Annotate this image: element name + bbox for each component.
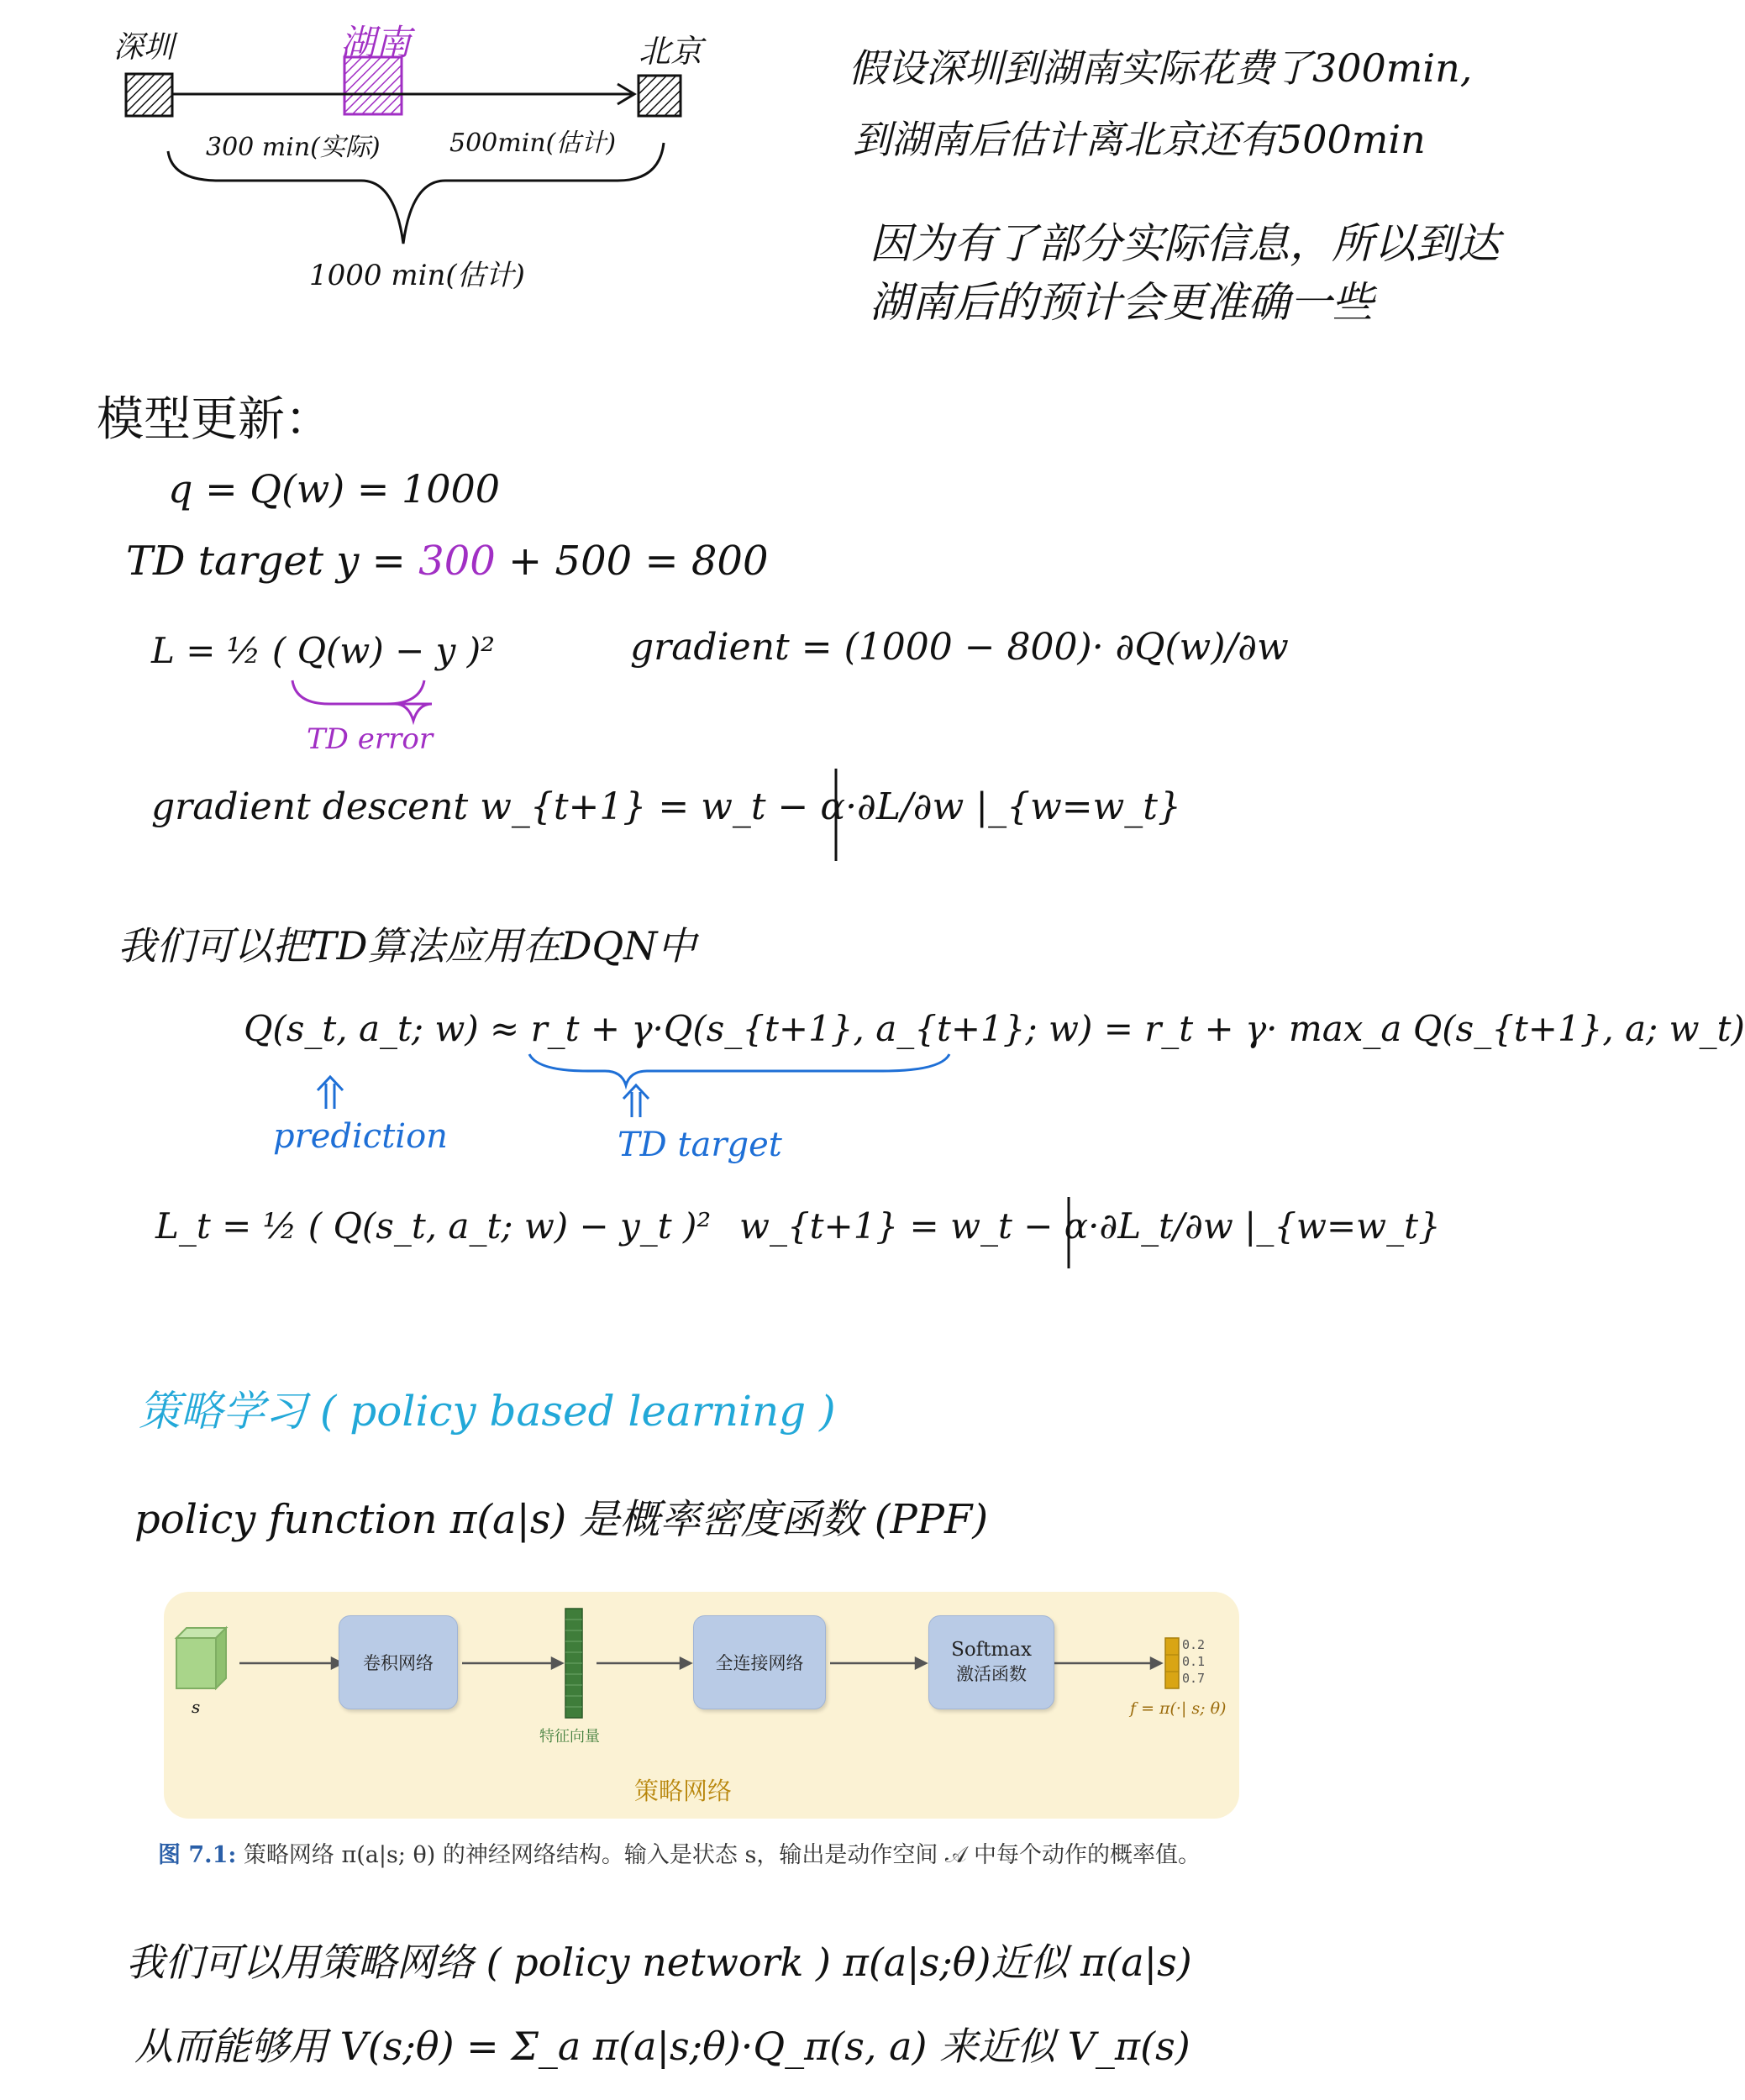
city-end-marker: [639, 76, 681, 116]
td-target-brace: [529, 1054, 949, 1085]
prob-0: 0.2: [1182, 1637, 1206, 1652]
dqn-equation: [244, 1008, 1745, 1049]
td-target-blue-label: TD target: [618, 1126, 782, 1164]
td-error-label: TD error: [307, 722, 434, 756]
dqn-heading: 我们可以把TD算法应用在DQN中: [118, 923, 696, 969]
softmax-label: Softmax: [951, 1639, 1032, 1661]
caption-label: 图 7.1:: [158, 1842, 237, 1868]
prob-2: 0.7: [1182, 1671, 1206, 1686]
input-label: s: [192, 1697, 201, 1717]
dqn-eq-mid: r_t + γ·Q(s_{t+1}, a_{t+1}; w): [530, 1008, 1093, 1049]
note-line-1: 假设深圳到湖南实际花费了300min,: [849, 45, 1473, 91]
bottom-line-1: 我们可以用策略网络 ( policy network ) π(a|s;θ)近似 π(a|s): [126, 1940, 1192, 1985]
city-mid-marker: [344, 57, 402, 114]
figure-caption: [158, 1840, 1284, 1872]
feature-vector-label: 特征向量: [539, 1728, 600, 1746]
gradient-descent-equation: gradient descent w_{t+1} = w_t − α·∂L/∂w |_{w=w_t}: [151, 785, 1181, 828]
td-target-rest: + 500 = 800: [508, 538, 769, 585]
softmax-box: [928, 1615, 1054, 1709]
city-end-label: 北京: [639, 33, 703, 70]
dqn-update-equation: w_{t+1} = w_t − α·∂L_t/∂w |_{w=w_t}: [739, 1205, 1441, 1247]
gradient-equation: gradient = (1000 − 800)· ∂Q(w)/∂w: [630, 626, 1289, 669]
prob-1: 0.1: [1182, 1654, 1206, 1669]
total-estimate-label: 1000 min(估计): [309, 259, 525, 292]
note-line-2: 到湖南后估计离北京还有500min: [853, 117, 1426, 162]
segment-estimate-label: 500min(估计): [449, 129, 617, 158]
dqn-eq-lhs: Q(s_t, a_t; w) ≈: [244, 1008, 520, 1049]
segment-actual-label: 300 min(实际): [206, 133, 381, 162]
prediction-arrow: [318, 1077, 343, 1109]
output-vector: [1165, 1638, 1179, 1688]
conv-network-box: 卷积网络: [339, 1615, 458, 1709]
policy-network-figure: [164, 1592, 1239, 1819]
note-line-4: 湖南后的预计会更准确一些: [870, 278, 1374, 327]
policy-pdf-line: policy function π(a|s) 是概率密度函数 (PPF): [134, 1496, 989, 1543]
output-label: f = π(·| s; θ): [1130, 1699, 1227, 1718]
city-start-label: 深圳: [113, 30, 175, 65]
note-line-3: 因为有了部分实际信息，所以到达: [870, 219, 1500, 268]
bottom-line-2: 从而能够用 V(s;θ) = Σ_a π(a|s;θ)·Q_π(s, a) 来近似 V_π(s): [134, 2024, 1190, 2069]
input-cube: [176, 1628, 226, 1688]
city-start-marker: [126, 74, 172, 116]
model-update-heading: 模型更新：: [97, 392, 332, 447]
prediction-label: prediction: [273, 1117, 448, 1156]
softmax-sublabel: 激活函数: [956, 1664, 1027, 1684]
caption-text: 策略网络 π(a|s; θ) 的神经网络结构。输入是状态 s，输出是动作空间 𝒜 中每个动作的概率值。: [243, 1842, 1201, 1868]
td-target-actual: 300: [418, 538, 496, 585]
td-target-equation: [126, 538, 769, 585]
feature-vector: [565, 1609, 582, 1718]
td-target-label: TD target y =: [126, 538, 406, 585]
q-equation: q = Q(w) = 1000: [168, 466, 501, 512]
loss-equation: L = ½ ( Q(w) − y )²: [151, 630, 495, 671]
policy-network-label: 策略网络: [634, 1777, 733, 1805]
dqn-loss-equation: L_t = ½ ( Q(s_t, a_t; w) − y_t )²: [155, 1205, 712, 1247]
fc-network-box: 全连接网络: [693, 1615, 826, 1709]
city-mid-label: 湖南: [340, 22, 412, 63]
td-target-arrow: [623, 1085, 649, 1117]
policy-heading: 策略学习 ( policy based learning ): [139, 1387, 836, 1436]
dqn-eq-rhs: = r_t + γ· max_a Q(s_{t+1}, a; w_t): [1103, 1008, 1745, 1049]
